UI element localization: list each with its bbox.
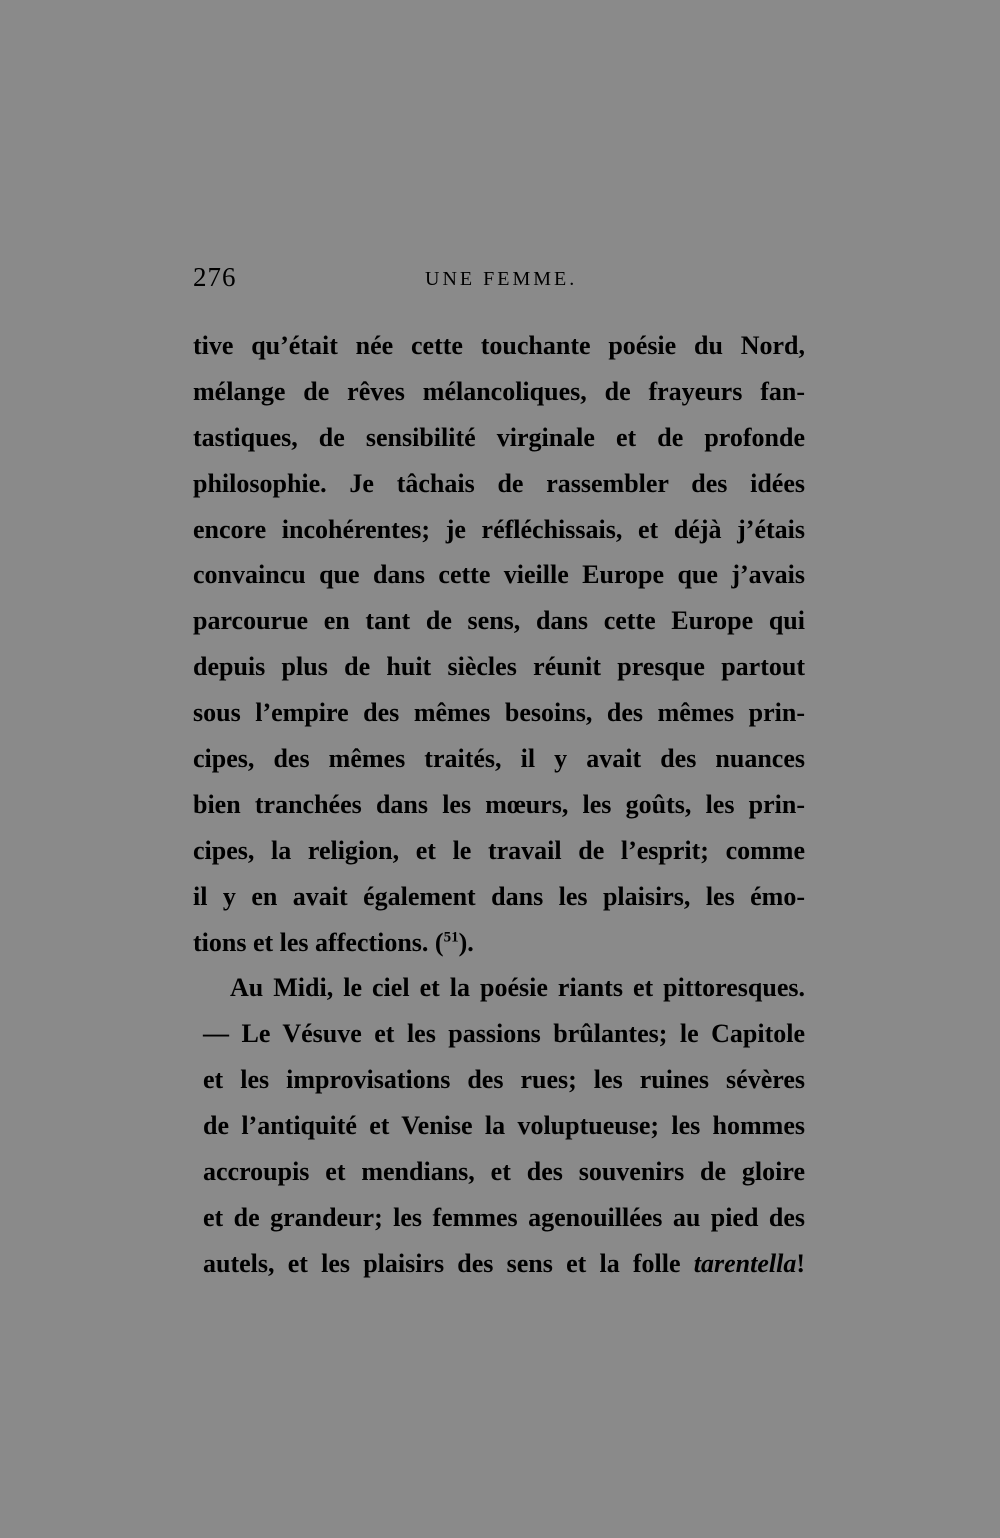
text-line: il y en avait également dans les plaisirs, les émo-	[193, 881, 805, 911]
text-line: sous l’empire des mêmes besoins, des mêmes prin-	[193, 698, 805, 728]
text-line: bien tranchées dans les mœurs, les goûts, les prin-	[193, 789, 805, 819]
text-line: — Le Vésuve et les passions brûlantes; le Capitole	[203, 1019, 805, 1049]
text-line: Au Midi, le ciel et la poésie riants et pittoresques.	[230, 973, 805, 1003]
footnote-reference: 51	[443, 928, 459, 945]
italic-word: tarentella	[693, 1248, 797, 1278]
text-line: tive qu’était née cette touchante poésie du Nord,	[193, 331, 805, 360]
text-line: accroupis et mendians, et des souvenirs de gloire	[203, 1157, 805, 1187]
text-line: encore incohérentes; je réfléchissais, et déjà j’étais	[193, 514, 805, 544]
last-line-tail: !	[796, 1248, 806, 1278]
last-line-tail: ).	[458, 927, 474, 957]
text-line-last: tions et les affections. ($^{51}$).	[193, 927, 474, 957]
text-line: cipes, la religion, et le travail de l’esprit; comme	[193, 835, 805, 865]
text-line: de l’antiquité et Venise la voluptueuse; les hommes	[203, 1111, 805, 1141]
text-line: depuis plus de huit siècles réunit presque partout	[193, 652, 805, 682]
text-line: et de grandeur; les femmes agenouillées au pied des	[203, 1202, 805, 1232]
paragraph-2	[193, 965, 805, 1286]
text-line: parcourue en tant de sens, dans cette Europe qui	[193, 606, 805, 636]
text-line: philosophie. Je tâchais de rassembler des idées	[193, 468, 805, 498]
text-line: convaincu que dans cette vieille Europe que j’avais	[193, 560, 805, 590]
running-title: UNE FEMME.	[425, 268, 578, 290]
last-line-text: tions et les affections.	[193, 927, 429, 957]
body-text	[193, 323, 805, 1287]
text-line: tastiques, de sensibilité virginale et de profonde	[193, 422, 805, 452]
page-number: 276	[193, 262, 237, 292]
paragraph-1	[193, 323, 805, 965]
text-line: et les improvisations des rues; les ruines sévères	[203, 1065, 805, 1095]
running-head	[193, 262, 805, 298]
text-line: cipes, des mêmes traités, il y avait des nuances	[193, 744, 805, 774]
last-line-text: autels, et les plaisirs des sens et la folle	[203, 1248, 681, 1278]
text-line-last	[193, 1241, 805, 1287]
text-line: mélange de rêves mélancoliques, de frayeurs fan-	[193, 376, 805, 406]
